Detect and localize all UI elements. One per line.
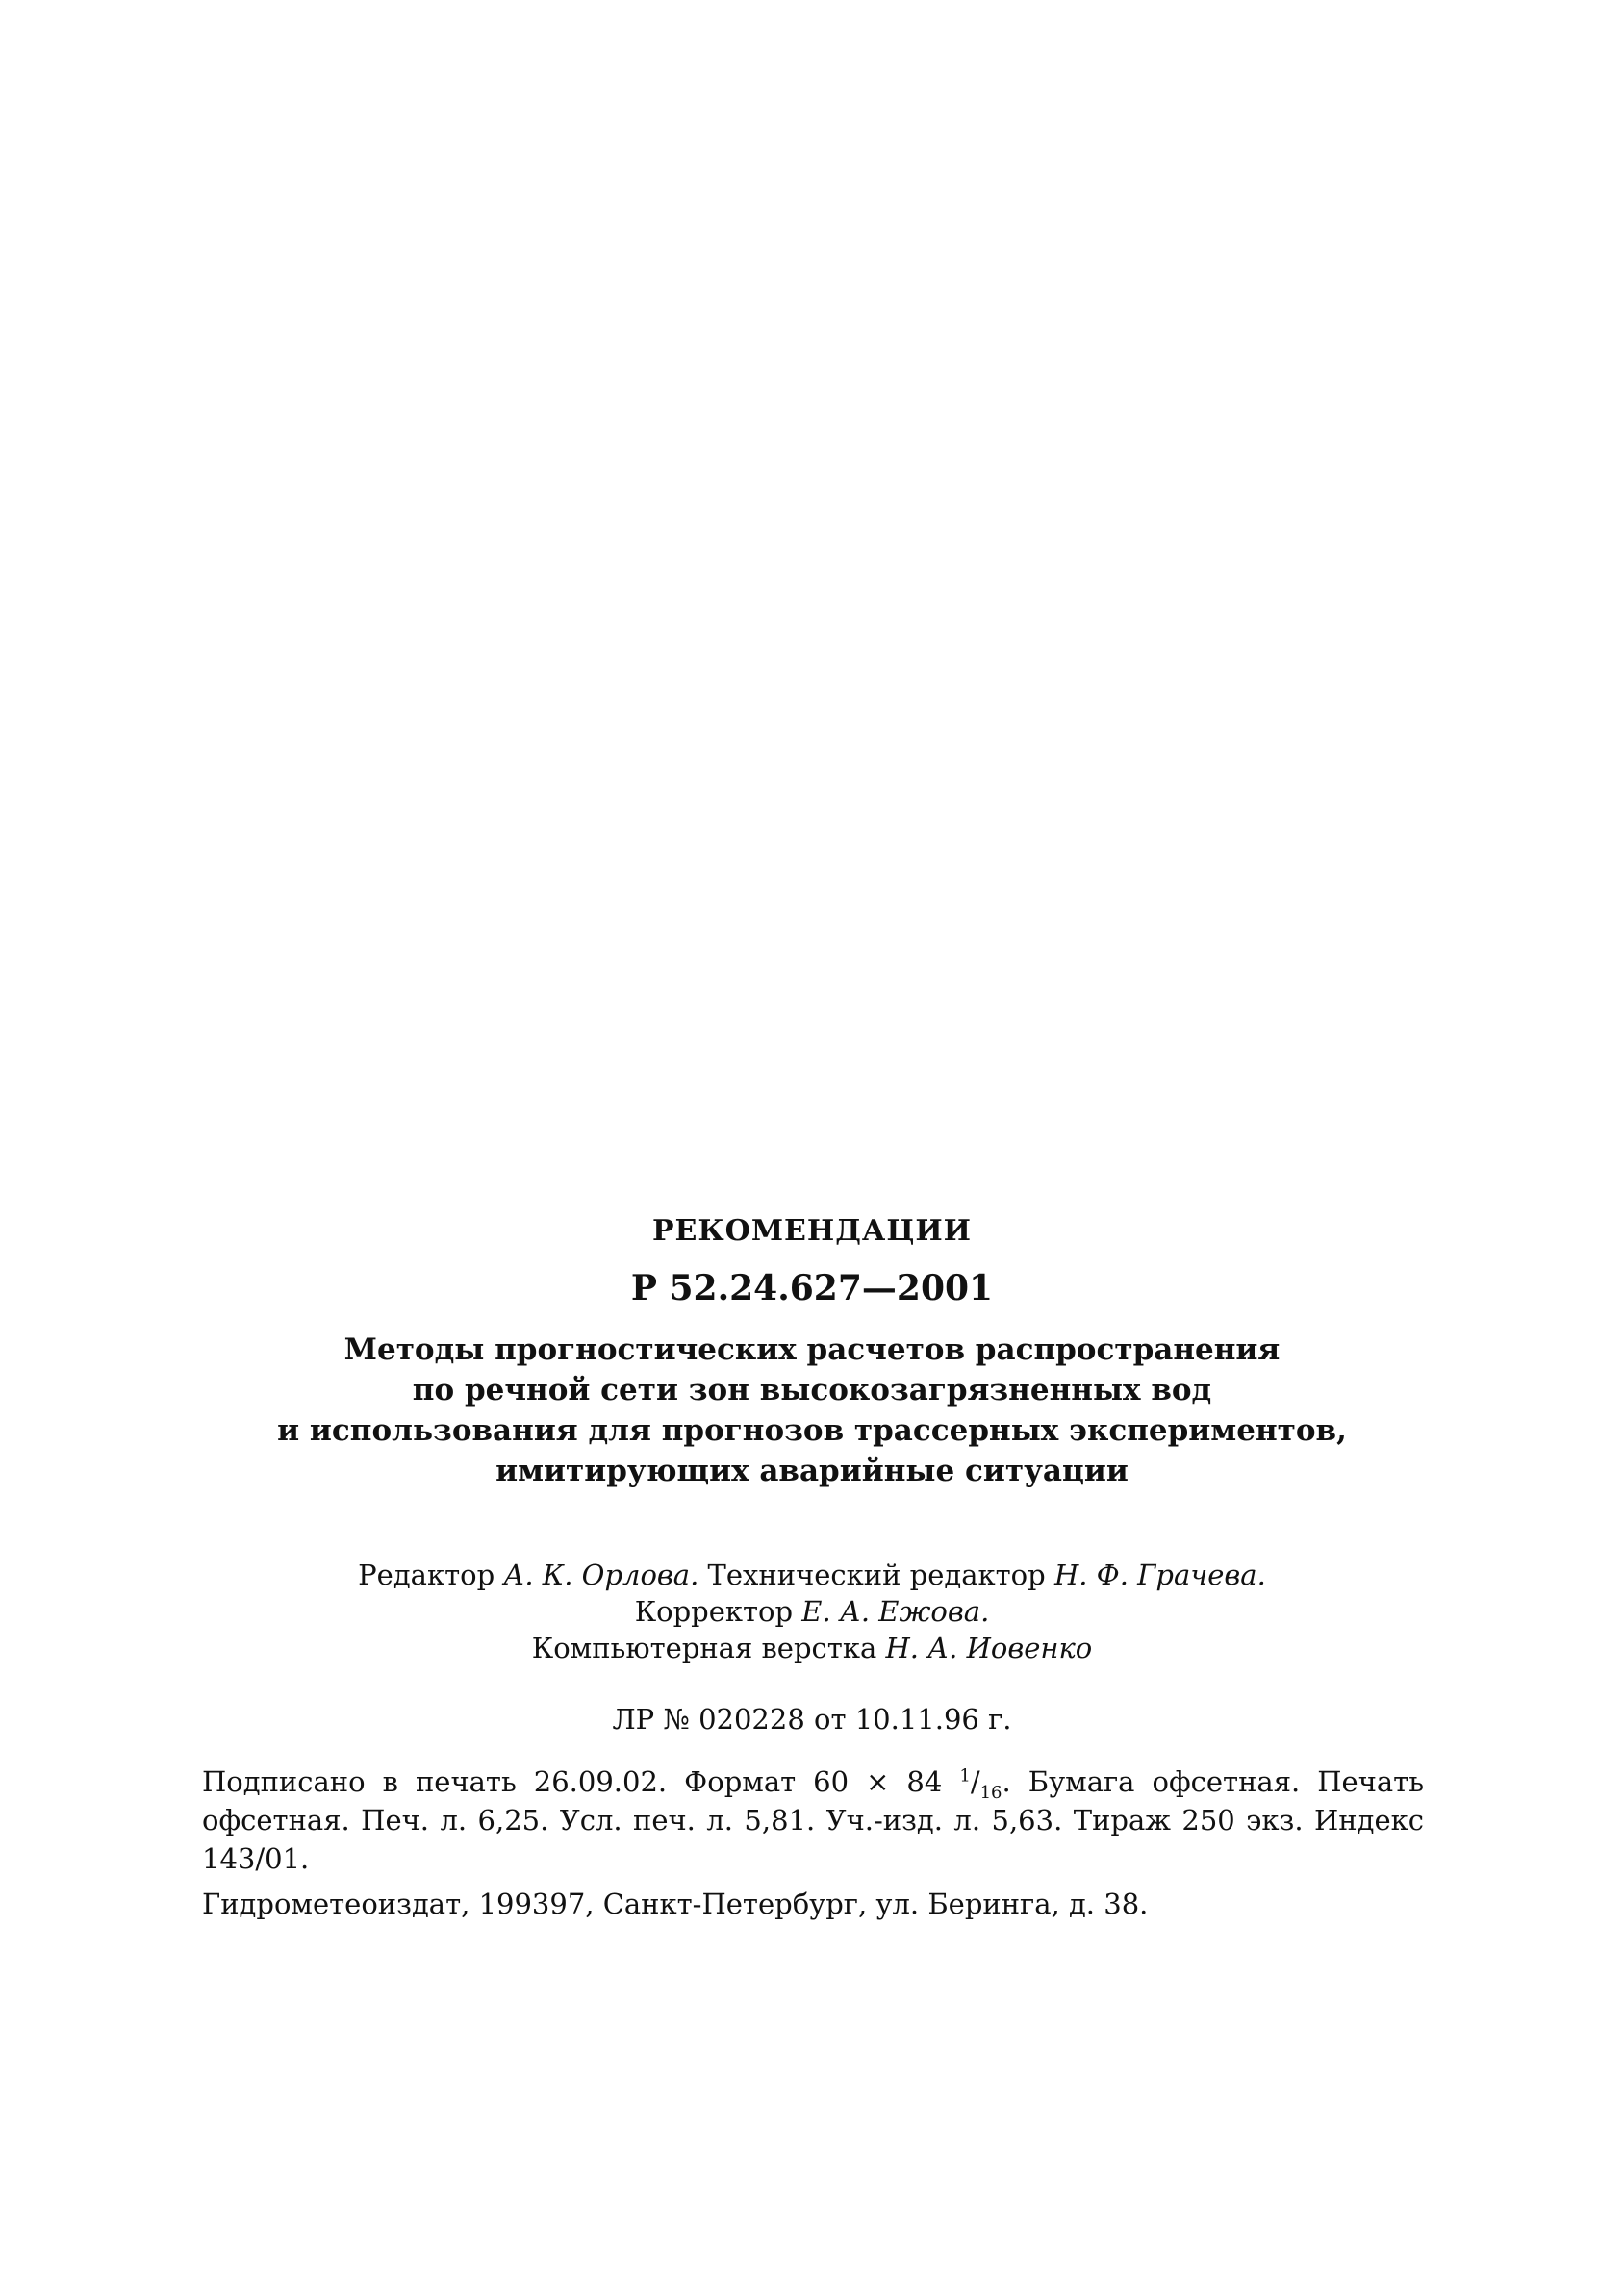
editor-name: А. К. Орлова. [503,1559,699,1591]
corrector-name: Е. А. Ежова. [801,1595,990,1628]
imprint-details [202,1762,1424,1878]
license-line: ЛР № 020228 от 10.11.96 г. [612,1703,1012,1736]
tech-editor-label: Технический редактор [707,1559,1046,1591]
credits-block [0,1557,1624,1666]
title-line: имитирующих аварийные ситуации [495,1454,1129,1488]
editor-label: Редактор [358,1559,495,1591]
title-line: по речной сети зон высокозагрязненных вод [412,1373,1212,1407]
imprint-part-1: Подписано в печать 26.09.02. Формат 60 × 84 [202,1765,960,1798]
document-title [0,1330,1624,1491]
credits-line-corrector [0,1593,1624,1630]
layout-name: Н. А. Иовенко [885,1632,1093,1664]
document-number: Р 52.24.627—2001 [630,1268,994,1308]
corrector-label: Корректор [634,1595,794,1628]
title-line: и использования для прогнозов трассерных экспериментов, [277,1413,1347,1448]
imprint-part-2: . Бумага офсетная. Печать офсетная. Печ. л. 6,25. Усл. печ. л. 5,81. Уч.-изд. л. 5,63. Тираж 250 экз. Индекс 143/01. [202,1765,1425,1875]
layout-label: Компьютерная верстка [531,1632,877,1664]
document-type-heading: РЕКОМЕНДАЦИИ [651,1214,973,1248]
title-line: Методы прогностических расчетов распространения [343,1332,1281,1367]
format-fraction-numerator: 1 [959,1765,971,1787]
credits-line-layout [0,1630,1624,1666]
format-fraction-separator: / [970,1765,980,1798]
publisher-address: Гидрометеоиздат, 199397, Санкт-Петербург, ул. Беринга, д. 38. [202,1888,1149,1920]
format-fraction-denominator: 16 [979,1782,1002,1803]
tech-editor-name: Н. Ф. Грачева. [1053,1559,1266,1591]
credits-line-editors [0,1557,1624,1593]
